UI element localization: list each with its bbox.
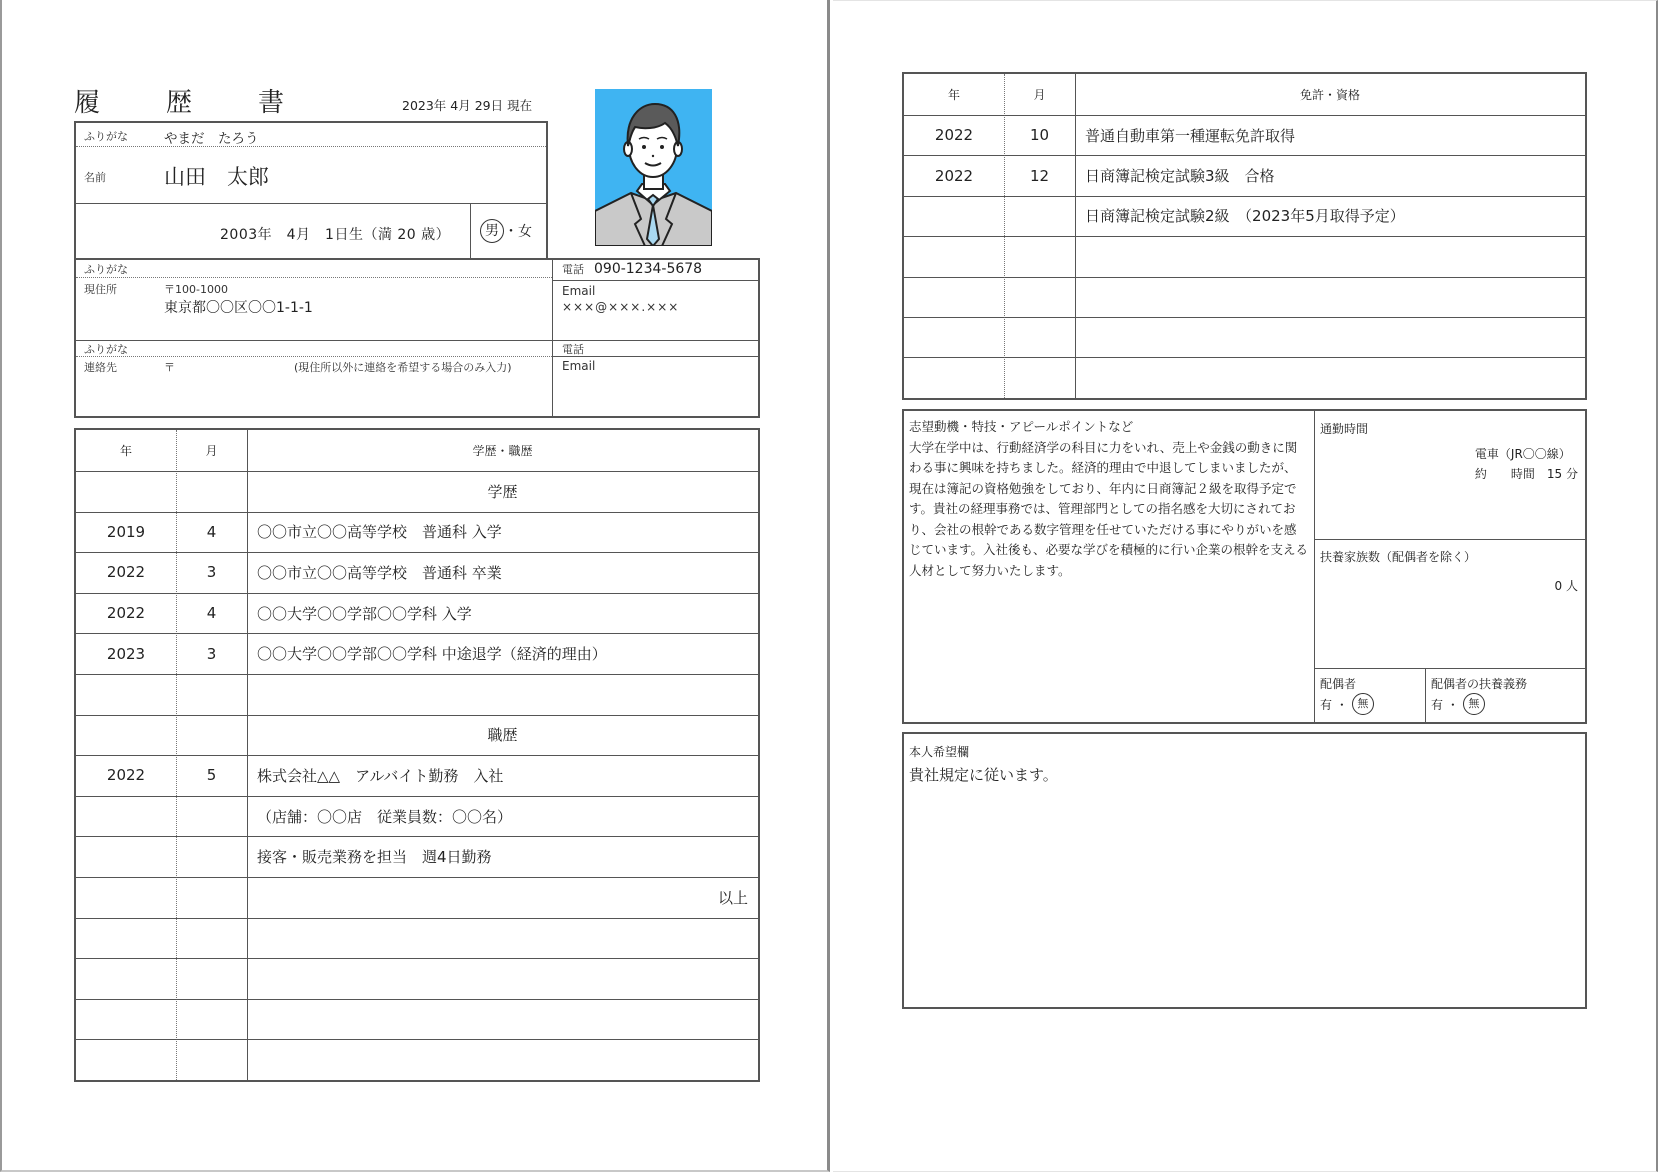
row-month[interactable]: [176, 715, 247, 756]
dotted-divider: [76, 146, 546, 147]
contact-postal[interactable]: 〒: [164, 361, 175, 374]
divider: [1314, 539, 1585, 540]
row-year[interactable]: [76, 999, 176, 1040]
furigana-value[interactable]: やまだ たろう: [164, 131, 259, 147]
page-title: 履 歴 書: [74, 88, 305, 118]
email-label: Email: [562, 284, 596, 298]
divider: [1314, 668, 1585, 669]
header-content: 免許・資格: [1299, 88, 1360, 102]
address-label: 現住所: [84, 283, 117, 296]
row-month[interactable]: [1004, 357, 1075, 397]
motivation-line: じています。入社後も、必要な学びを積極的に行い企業の根幹を支える: [909, 542, 1309, 557]
row-content[interactable]: （店舗：〇〇店 従業員数：〇〇名）: [257, 807, 513, 826]
row-content[interactable]: [1075, 236, 1585, 276]
motivation-section: [909, 417, 1309, 581]
name-box: [74, 121, 548, 260]
motivation-text[interactable]: [909, 438, 1309, 582]
row-content[interactable]: 普通自動車第一種運転免許取得: [1085, 126, 1296, 145]
row-year[interactable]: 2022: [106, 604, 146, 623]
row-content[interactable]: [1075, 357, 1585, 397]
row-year[interactable]: [904, 317, 1004, 357]
row-month[interactable]: [176, 836, 247, 877]
dependents-label: 扶養家族数（配偶者を除く）: [1320, 550, 1477, 564]
row-year[interactable]: [76, 471, 176, 512]
commute-time: 約 時間 15 分: [1474, 467, 1578, 481]
wishes-box: [902, 732, 1587, 1009]
row-year[interactable]: [904, 357, 1004, 397]
spouse-support-yes-option[interactable]: 有 ・: [1431, 697, 1459, 712]
divider: [76, 340, 758, 341]
row-year[interactable]: [904, 236, 1004, 276]
row-month[interactable]: 5: [206, 766, 217, 785]
motivation-line: わる事に興味を持ちました。経済的理由で中退してしまいましたが、: [909, 460, 1297, 475]
commute-route: 電車（JR〇〇線）: [1474, 447, 1571, 461]
dotted-divider: [76, 356, 552, 357]
id-photo: [595, 89, 712, 246]
row-content[interactable]: 日商簿記検定試験2級 （2023年5月取得予定）: [1085, 207, 1405, 226]
gender-select[interactable]: [480, 219, 532, 243]
row-content[interactable]: 〇〇市立〇〇高等学校 普通科 卒業: [257, 563, 502, 582]
divider: [1425, 668, 1426, 722]
resume-page-right: [833, 0, 1658, 1172]
row-content[interactable]: [247, 674, 758, 715]
row-content[interactable]: 学歴: [487, 482, 518, 501]
row-year[interactable]: 2022: [106, 563, 146, 582]
row-month[interactable]: [176, 471, 247, 512]
row-content[interactable]: 〇〇市立〇〇高等学校 普通科 入学: [257, 523, 502, 542]
birth-date[interactable]: 2003年 4月 1日生（満 20 歳）: [220, 227, 451, 243]
contact-label: 連絡先: [84, 361, 117, 374]
row-month[interactable]: [1004, 196, 1075, 236]
row-content[interactable]: [247, 999, 758, 1040]
commute-value[interactable]: [1475, 444, 1578, 484]
divider: [1314, 411, 1315, 722]
motivation-line: り、会社の根幹である数字管理を任せていただける事にやりがいを感: [909, 521, 1297, 537]
row-year[interactable]: 2023: [106, 644, 146, 663]
row-year[interactable]: 2019: [106, 522, 146, 541]
email-value[interactable]: ×××@×××.×××: [562, 300, 680, 314]
contact-email-label[interactable]: Email: [562, 359, 596, 373]
wishes-value[interactable]: 貴社規定に従います。: [909, 766, 1058, 784]
contact-furigana-label: ふりがな: [84, 343, 128, 356]
name-value[interactable]: 山田 太郎: [164, 165, 269, 189]
motivation-box: [902, 409, 1587, 724]
spouse-select[interactable]: [1320, 693, 1374, 715]
address-box: [74, 258, 760, 418]
motivation-line: 大学在学中は、行動経済学の科目に力をいれ、売上や金銭の動きに関: [909, 439, 1298, 455]
row-month[interactable]: [176, 918, 247, 959]
history-table: [74, 428, 760, 1082]
spouse-support-select[interactable]: [1431, 693, 1485, 715]
row-month[interactable]: 3: [206, 563, 217, 582]
row-year[interactable]: [76, 836, 176, 877]
row-month[interactable]: [176, 1039, 247, 1080]
address-postal[interactable]: 〒100-1000: [164, 283, 228, 296]
motivation-line: す。貴社の経理事務では、管理部門としての指名感を大切にされてお: [909, 501, 1296, 516]
row-content[interactable]: 接客・販売業務を担当 週4日勤務: [257, 848, 492, 867]
row-month[interactable]: [1004, 317, 1075, 357]
motivation-label: 志望動機・特技・アピールポイントなど: [909, 419, 1134, 434]
row-content[interactable]: [247, 958, 758, 999]
row-year[interactable]: [76, 877, 176, 918]
spouse-yes-option[interactable]: 有 ・: [1320, 697, 1348, 712]
row-year[interactable]: [904, 277, 1004, 317]
divider: [552, 356, 758, 357]
commute-label: 通勤時間: [1320, 422, 1369, 436]
license-table: [902, 72, 1587, 400]
row-content[interactable]: 以上: [717, 888, 748, 907]
row-year[interactable]: 2022: [934, 126, 974, 145]
header-month: 月: [1033, 88, 1046, 102]
person-portrait-icon: [595, 89, 712, 246]
name-label: 名前: [84, 171, 106, 184]
wishes-label: 本人希望欄: [909, 745, 970, 759]
dotted-divider: [76, 277, 552, 278]
spouse-label: 配偶者: [1320, 677, 1357, 691]
row-year[interactable]: [76, 674, 176, 715]
motivation-line: 人材として努力いたします。: [909, 562, 1071, 578]
row-year[interactable]: [76, 715, 176, 756]
row-month[interactable]: 3: [206, 644, 217, 663]
gender-female-option[interactable]: ・女: [504, 224, 532, 240]
divider: [552, 280, 758, 281]
phone-label: 電話: [562, 263, 584, 276]
row-month[interactable]: [176, 999, 247, 1040]
phone-field[interactable]: [562, 261, 702, 277]
gender-male-circled[interactable]: 男: [480, 219, 504, 243]
row-month[interactable]: [176, 796, 247, 837]
as-of-date: 2023年 4月 29日 現在: [402, 98, 533, 113]
contact-note: (現住所以外に連絡を希望する場合のみ入力): [294, 361, 512, 374]
row-content[interactable]: [1075, 317, 1585, 357]
row-year[interactable]: [76, 1039, 176, 1080]
spouse-no-circled[interactable]: 無: [1352, 693, 1374, 715]
header-year: 年: [119, 444, 132, 458]
row-month[interactable]: [1004, 277, 1075, 317]
row-content[interactable]: 株式会社△△ アルバイト勤務 入社: [257, 766, 504, 785]
resume-page-left: [0, 0, 830, 1172]
dependents-value[interactable]: 0 人: [1554, 579, 1578, 593]
row-month[interactable]: 12: [1029, 166, 1050, 185]
row-year[interactable]: [76, 958, 176, 999]
motivation-line: 現在は簿記の資格勉強をしており、年内に日商簿記２級を取得予定で: [909, 480, 1297, 496]
row-year[interactable]: 2022: [934, 166, 974, 185]
row-month[interactable]: [176, 877, 247, 918]
row-year[interactable]: [76, 796, 176, 837]
row-content[interactable]: 職歴: [487, 726, 518, 745]
header-year: 年: [947, 88, 960, 102]
spouse-support-no-circled[interactable]: 無: [1463, 693, 1485, 715]
address-furigana-label: ふりがな: [84, 263, 128, 276]
row-month[interactable]: 4: [206, 604, 217, 623]
divider: [552, 260, 553, 416]
divider: [76, 203, 546, 204]
address-value[interactable]: 東京都〇〇区〇〇1-1-1: [164, 300, 313, 316]
row-year[interactable]: [76, 918, 176, 959]
contact-phone-label[interactable]: 電話: [562, 343, 584, 356]
row-month[interactable]: 10: [1029, 126, 1050, 145]
row-content[interactable]: [247, 1039, 758, 1080]
row-content[interactable]: 〇〇大学〇〇学部〇〇学科 中途退学（経済的理由）: [257, 645, 607, 664]
row-year[interactable]: [904, 196, 1004, 236]
row-content[interactable]: 日商簿記検定試験3級 合格: [1085, 167, 1275, 186]
row-month[interactable]: [176, 958, 247, 999]
row-month[interactable]: 4: [206, 522, 217, 541]
row-content[interactable]: [247, 918, 758, 959]
phone-value[interactable]: 090-1234-5678: [594, 261, 703, 277]
row-month[interactable]: [176, 674, 247, 715]
row-year[interactable]: 2022: [106, 766, 146, 785]
row-content[interactable]: [1075, 277, 1585, 317]
header-content: 学歴・職歴: [472, 444, 533, 458]
furigana-label: ふりがな: [84, 130, 128, 143]
spouse-support-label: 配偶者の扶養義務: [1431, 677, 1528, 691]
row-content[interactable]: 〇〇大学〇〇学部〇〇学科 入学: [257, 604, 472, 623]
divider: [470, 203, 471, 258]
header-month: 月: [205, 444, 218, 458]
row-month[interactable]: [1004, 236, 1075, 276]
